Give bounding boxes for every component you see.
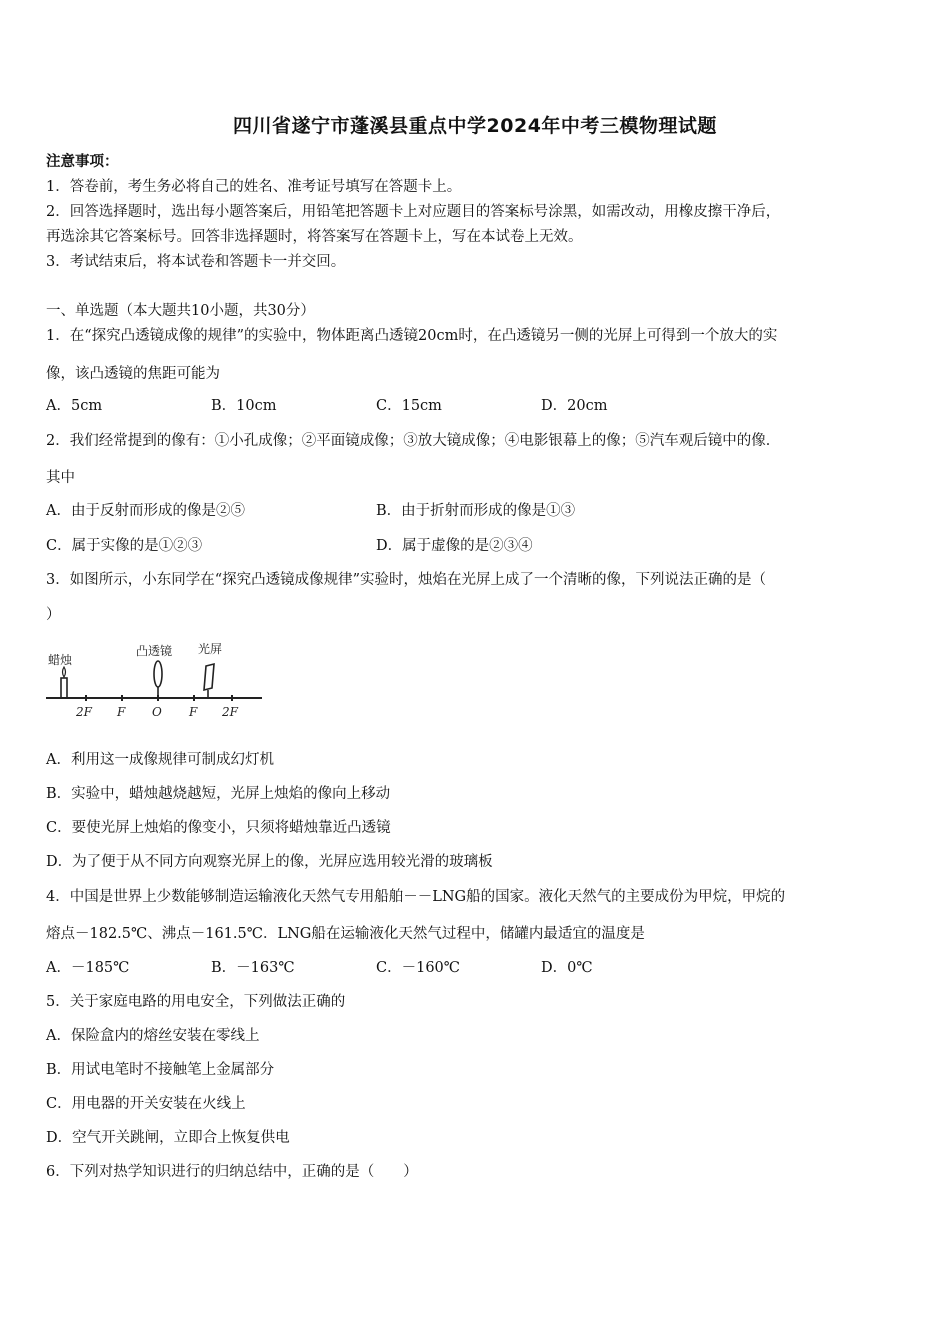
q3-option-b: B．实验中，蜡烛越烧越短，光屏上烛焰的像向上移动 xyxy=(46,786,391,802)
q3-option-d: D．为了便于从不同方向观察光屏上的像，光屏应选用较光滑的玻璃板 xyxy=(46,854,493,870)
q1-stem: 1．在“探究凸透镜成像的规律”的实验中，物体距离凸透镜20cm时，在凸透镜另一侧的光屏上可得到一个放大的实 xyxy=(46,328,778,344)
section-heading: 一、单选题（本大题共10小题，共30分） xyxy=(46,303,315,319)
label-screen: 光屏 xyxy=(198,642,223,656)
light-screen-icon xyxy=(204,664,214,697)
q2-option-d: D．属于虚像的是②③④ xyxy=(376,538,533,554)
q5-option-a: A．保险盒内的熔丝安装在零线上 xyxy=(46,1028,260,1044)
q3-stem-cont: ） xyxy=(46,607,61,623)
notice-item-2: 2．回答选择题时，选出每小题答案后，用铅笔把答题卡上对应题目的答案标号涂黑，如需改动，用橡皮擦干净后， xyxy=(46,204,781,220)
convex-lens-icon xyxy=(154,661,162,696)
axis-label-f-left: F xyxy=(117,705,126,719)
q4-option-d: D．0℃ xyxy=(541,960,593,976)
label-candle: 蜡烛 xyxy=(48,653,73,667)
q4-stem-cont: 熔点－182.5℃、沸点－161.5℃．LNG船在运输液化天然气过程中，储罐内最适宜的温度是 xyxy=(46,926,645,942)
q5-option-b: B．用试电笔时不接触笔上金属部分 xyxy=(46,1062,275,1078)
q2-option-c: C．属于实像的是①②③ xyxy=(46,538,203,554)
axis-label-f-right: F xyxy=(189,705,198,719)
q2-option-b: B．由于折射而形成的像是①③ xyxy=(376,503,576,519)
label-lens: 凸透镜 xyxy=(136,644,173,658)
notice-heading: 注意事项： xyxy=(46,153,119,170)
q1-option-c: C．15cm xyxy=(376,398,442,414)
q5-option-d: D．空气开关跳闸，立即合上恢复供电 xyxy=(46,1130,290,1146)
notice-item-2-cont: 再选涂其它答案标号。回答非选择题时，将答案写在答题卡上，写在本试卷上无效。 xyxy=(46,229,583,245)
notice-item-1: 1．答卷前，考生务必将自己的姓名、准考证号填写在答题卡上。 xyxy=(46,179,462,195)
exam-title: 四川省遂宁市蓬溪县重点中学2024年中考三模物理试题 xyxy=(233,115,717,137)
q3-option-a: A．利用这一成像规律可制成幻灯机 xyxy=(46,752,274,768)
axis-label-2f-right: 2F xyxy=(222,705,238,719)
candle-icon xyxy=(61,667,67,698)
q4-option-a: A．－185℃ xyxy=(46,960,130,976)
q1-option-b: B．10cm xyxy=(211,398,277,414)
q4-stem: 4．中国是世界上少数能够制造运输液化天然气专用船舶－－LNG船的国家。液化天然气的主要成份为甲烷，甲烷的 xyxy=(46,889,786,905)
q4-option-b: B．－163℃ xyxy=(211,960,295,976)
q1-stem-cont: 像，该凸透镜的焦距可能为 xyxy=(46,366,220,382)
q5-stem: 5．关于家庭电路的用电安全，下列做法正确的 xyxy=(46,994,346,1010)
q2-stem-cont: 其中 xyxy=(46,470,75,486)
q1-option-d: D．20cm xyxy=(541,398,608,414)
axis-label-o: O xyxy=(152,705,162,719)
q2-stem: 2．我们经常提到的像有：①小孔成像；②平面镜成像；③放大镜成像；④电影银幕上的像；⑤汽车观后镜中的像． xyxy=(46,433,781,449)
q1-option-a: A．5cm xyxy=(46,398,103,414)
optical-bench-figure xyxy=(44,636,266,720)
q5-option-c: C．用电器的开关安装在火线上 xyxy=(46,1096,246,1112)
q3-stem: 3．如图所示，小东同学在“探究凸透镜成像规律”实验时，烛焰在光屏上成了一个清晰的像，下列说法正确的是（ xyxy=(46,572,767,588)
q6-stem: 6．下列对热学知识进行的归纳总结中，正确的是（ ） xyxy=(46,1164,418,1180)
q2-option-a: A．由于反射而形成的像是②⑤ xyxy=(46,503,245,519)
q3-option-c: C．要使光屏上烛焰的像变小，只须将蜡烛靠近凸透镜 xyxy=(46,820,391,836)
q4-option-c: C．－160℃ xyxy=(376,960,460,976)
axis-label-2f-left: 2F xyxy=(76,705,92,719)
notice-item-3: 3．考试结束后，将本试卷和答题卡一并交回。 xyxy=(46,254,346,270)
